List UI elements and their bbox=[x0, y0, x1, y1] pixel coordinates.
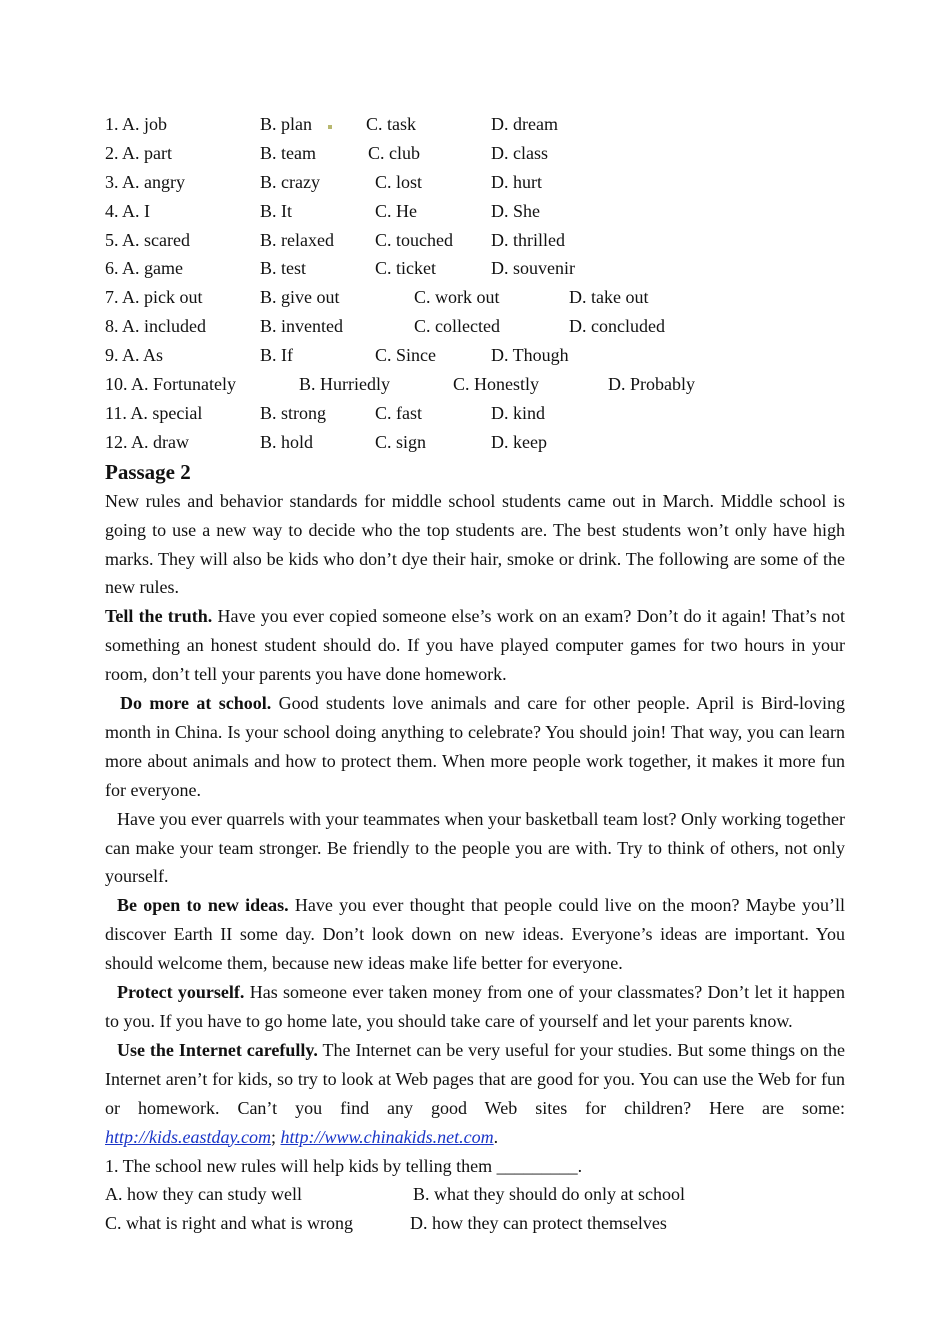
option-a bbox=[105, 341, 163, 370]
option-a bbox=[105, 110, 167, 139]
option-text: A. draw bbox=[131, 431, 189, 452]
option-text: A. I bbox=[122, 200, 151, 221]
question-option-b: B. what they should do only at school bbox=[413, 1184, 685, 1205]
option-d: D. dream bbox=[491, 114, 558, 134]
option-number: 7. bbox=[105, 287, 119, 308]
rule-heading: Use the Internet carefully. bbox=[117, 1039, 318, 1060]
option-b: B. team bbox=[260, 142, 316, 163]
option-text: A. job bbox=[122, 114, 168, 134]
option-text: A. included bbox=[122, 316, 206, 337]
option-d: D. Probably bbox=[608, 374, 695, 395]
option-text: A. game bbox=[122, 258, 183, 279]
option-b: B. plan bbox=[260, 114, 312, 134]
paragraph-quarrel: Have you ever quarrels with your teammates when your basketball team lost? Only working together can make your team stronger. Be friendly to the people you are with. Try to think of others, not only yourself. bbox=[105, 808, 845, 887]
option-text: A. angry bbox=[122, 171, 185, 192]
option-c: C. task bbox=[366, 114, 417, 134]
option-number: 4. bbox=[105, 200, 119, 221]
option-c: C. sign bbox=[375, 431, 427, 452]
rule-heading: Do more at school. bbox=[120, 693, 272, 714]
option-d: D. Though bbox=[491, 345, 569, 366]
rule-heading: Be open to new ideas. bbox=[117, 895, 289, 916]
option-row bbox=[105, 168, 845, 197]
option-row bbox=[105, 399, 845, 428]
option-row bbox=[105, 370, 845, 399]
option-d: D. class bbox=[491, 142, 548, 163]
option-a bbox=[105, 283, 203, 312]
option-d: D. keep bbox=[491, 431, 547, 452]
option-row bbox=[105, 226, 845, 255]
option-a bbox=[105, 399, 202, 428]
option-a bbox=[105, 139, 172, 168]
option-number: 11. bbox=[105, 402, 127, 423]
option-b: B. crazy bbox=[260, 171, 320, 192]
option-b: B. Hurriedly bbox=[299, 374, 390, 395]
option-d: D. She bbox=[491, 200, 540, 221]
document-page bbox=[105, 110, 845, 1238]
option-d: D. kind bbox=[491, 402, 545, 423]
option-number: 8. bbox=[105, 316, 119, 337]
option-number: 5. bbox=[105, 229, 119, 250]
option-b: B. give out bbox=[260, 287, 340, 308]
option-text: A. part bbox=[122, 142, 172, 163]
option-b: B. relaxed bbox=[260, 229, 334, 250]
option-number: 12. bbox=[105, 431, 128, 452]
link-chinakids[interactable]: http://www.chinakids.net.com bbox=[280, 1126, 494, 1147]
option-d: D. concluded bbox=[569, 316, 665, 337]
option-c: C. Honestly bbox=[453, 374, 540, 395]
question-option-a: A. how they can study well bbox=[105, 1184, 302, 1205]
option-c: C. work out bbox=[414, 287, 500, 308]
option-number: 2. bbox=[105, 142, 119, 163]
rule-body: Have you ever thought that people could live on the moon? Maybe you’ll discover Earth II some day. Don’t look down on new ideas. Everyone’s ideas are important. You should welcome them, because new ideas make life better for everyone. bbox=[105, 895, 845, 974]
option-row bbox=[105, 428, 845, 457]
option-number: 6. bbox=[105, 258, 119, 279]
option-number: 3. bbox=[105, 171, 119, 192]
rule-do-more bbox=[105, 689, 845, 805]
option-number: 10. bbox=[105, 374, 128, 395]
option-row bbox=[105, 283, 845, 312]
rule-body: Have you ever copied someone else’s work on an exam? Don’t do it again! That’s not something an honest student should do. If you have played computer games for two hours in your room, don’t tell your parents you have done homework. bbox=[105, 606, 845, 685]
option-d: D. souvenir bbox=[491, 258, 575, 279]
option-a bbox=[105, 428, 189, 457]
link-eastday[interactable]: http://kids.eastday.com bbox=[105, 1126, 271, 1147]
option-row bbox=[105, 254, 845, 283]
option-b: B. It bbox=[260, 200, 293, 221]
option-c: C. touched bbox=[375, 229, 453, 250]
rule-heading: Tell the truth. bbox=[105, 606, 213, 627]
option-row bbox=[105, 197, 845, 226]
question-option-c: C. what is right and what is wrong bbox=[105, 1213, 353, 1234]
option-a bbox=[105, 254, 183, 283]
rule-body: Good students love animals and care for other people. April is Bird-loving month in China. Is your school doing anything to celebrate? You should join! That way, you can learn more about animals and how to protect them. When more people work together, it makes it more fun for everyone. bbox=[105, 693, 845, 800]
rule-body: Has someone ever taken money from one of your classmates? Don’t let it happen to you. If you have to go home late, you should take care of yourself and let your parents know. bbox=[105, 982, 845, 1031]
option-row bbox=[105, 110, 845, 139]
option-d: D. take out bbox=[569, 287, 649, 308]
rule-internet bbox=[105, 1036, 845, 1152]
question-options-row-1 bbox=[105, 1180, 845, 1209]
option-text: A. scared bbox=[122, 229, 190, 250]
option-text: A. Fortunately bbox=[131, 374, 237, 395]
passage-intro: New rules and behavior standards for middle school students came out in March. Middle school is going to use a new way to decide who the top students are. The best students won’t only have high marks. They will also be kids who don’t dye their hair, smoke or drink. The following are some of the new rules. bbox=[105, 490, 845, 598]
option-c: C. ticket bbox=[375, 258, 436, 279]
option-b: B. strong bbox=[260, 402, 327, 423]
rule-heading: Protect yourself. bbox=[117, 982, 245, 1003]
option-b: B. test bbox=[260, 258, 307, 279]
option-b: B. invented bbox=[260, 316, 343, 337]
option-d: D. hurt bbox=[491, 171, 542, 192]
option-c: C. Since bbox=[375, 345, 436, 366]
option-d: D. thrilled bbox=[491, 229, 565, 250]
question-options-row-2 bbox=[105, 1209, 845, 1238]
option-c: C. lost bbox=[375, 171, 423, 192]
option-number: 1. bbox=[105, 114, 119, 134]
cloze-options bbox=[105, 110, 845, 457]
option-a bbox=[105, 370, 236, 399]
question-option-d: D. how they can protect themselves bbox=[410, 1213, 667, 1234]
option-b: B. hold bbox=[260, 431, 314, 452]
option-a bbox=[105, 197, 150, 226]
option-text: A. pick out bbox=[122, 287, 203, 308]
option-a bbox=[105, 168, 185, 197]
option-c: C. club bbox=[368, 142, 420, 163]
option-number: 9. bbox=[105, 345, 119, 366]
option-row bbox=[105, 312, 845, 341]
rule-body: The Internet can be very useful for your studies. But some things on the Internet aren’t for kids, so try to look at Web pages that are good for you. You can use the Web for fun or homework. Can’t you find any good Web sites for children? Here are some: bbox=[105, 1039, 845, 1118]
option-c: C. collected bbox=[414, 316, 500, 337]
option-a bbox=[105, 226, 190, 255]
rule-protect bbox=[105, 978, 845, 1036]
option-row bbox=[105, 139, 845, 168]
option-c: C. fast bbox=[375, 402, 422, 423]
rule-open-ideas bbox=[105, 891, 845, 978]
passage-title: Passage 2 bbox=[105, 459, 191, 484]
end-period: . bbox=[493, 1126, 499, 1147]
question-stem: 1. The school new rules will help kids by telling them _________. bbox=[105, 1155, 583, 1176]
link-separator: ; bbox=[270, 1126, 276, 1147]
option-text: A. As bbox=[122, 345, 164, 366]
option-b: B. If bbox=[260, 345, 293, 366]
rule-tell-truth bbox=[105, 602, 845, 689]
option-c: C. He bbox=[375, 200, 417, 221]
option-a bbox=[105, 312, 206, 341]
option-text: A. special bbox=[130, 402, 203, 423]
option-row bbox=[105, 341, 845, 370]
